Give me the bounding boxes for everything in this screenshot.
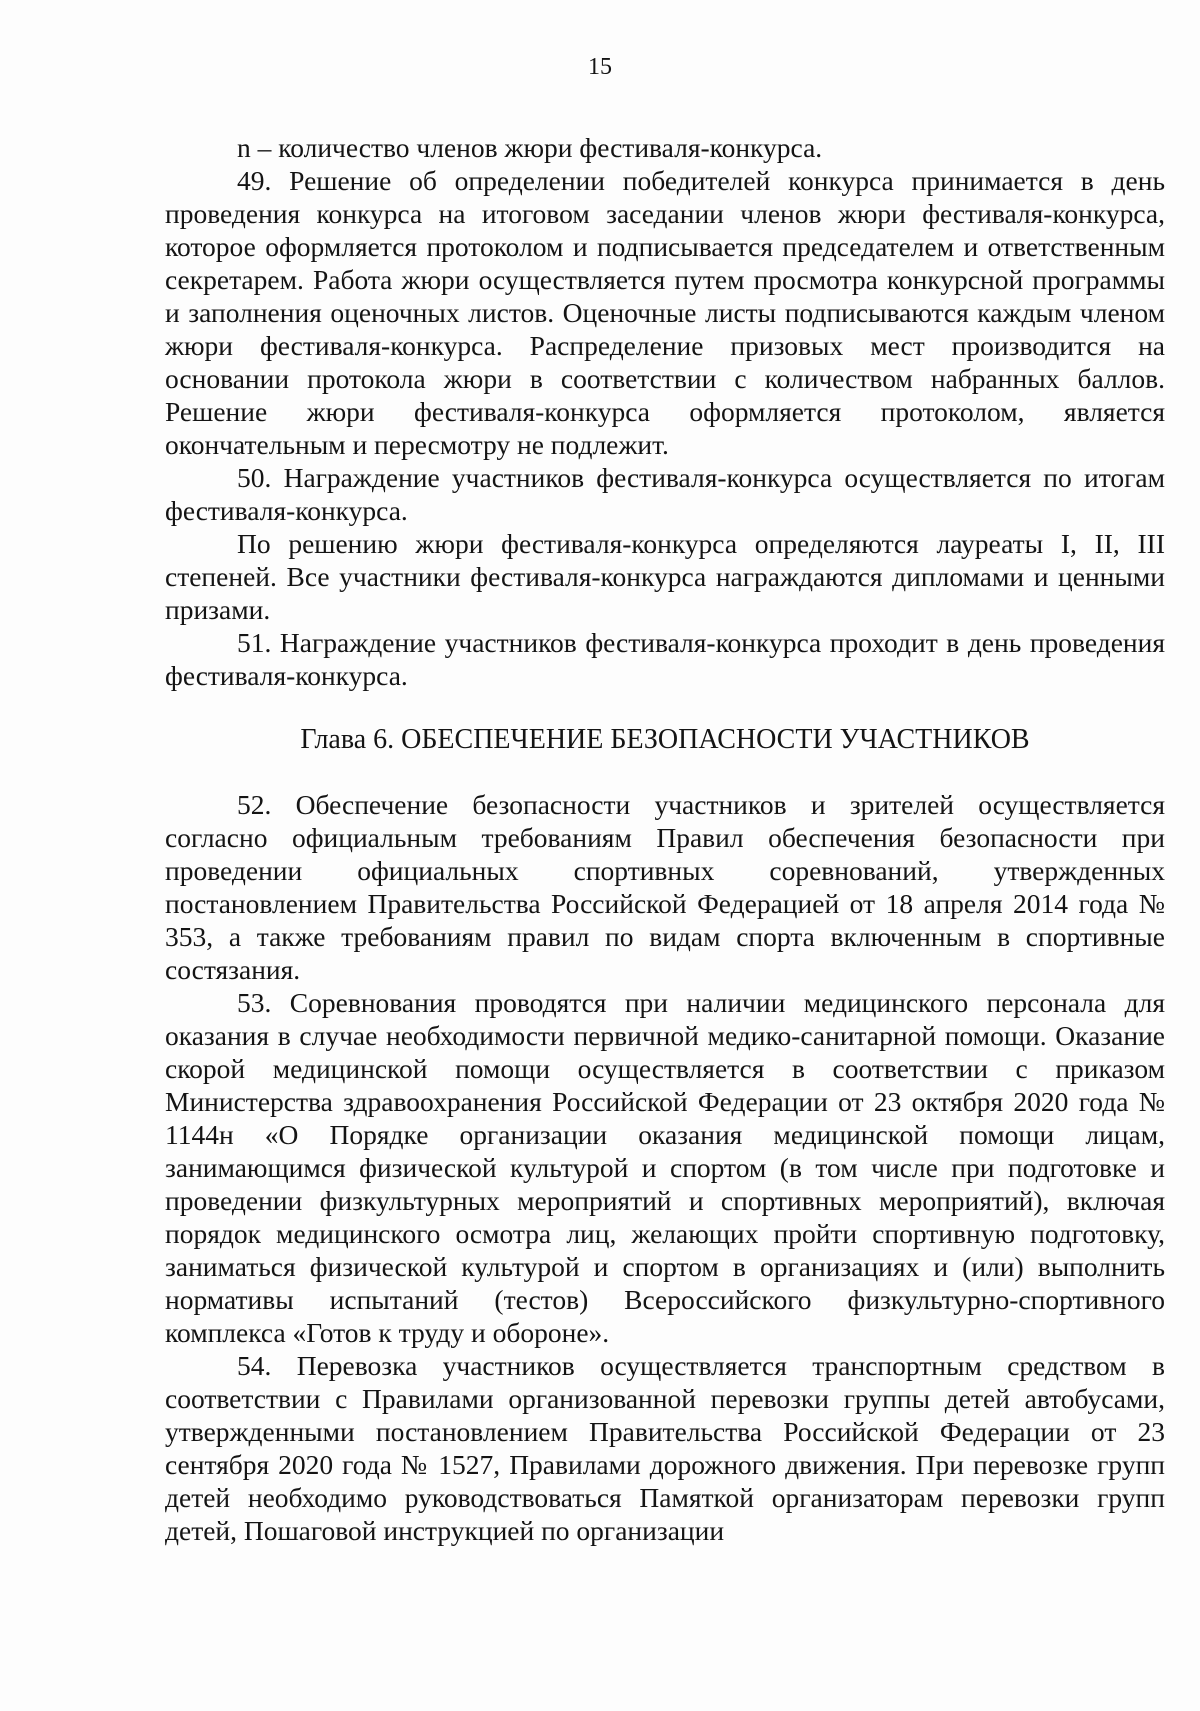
paragraph-49: 49. Решение об определении победителей конкурса принимается в день проведения конкурса на итоговом заседании членов жюри фестиваля-конкурса, которое оформляется протоколом и подписывается председателем и ответственным секретарем. Работа жюри осуществляется путем просмотра конкурсной программы и заполнения оценочных листов. Оценочные листы подписываются каждым членом жюри фестиваля-конкурса. Распределение призовых мест производится на основании протокола жюри в соответствии с количеством набранных баллов. Решение жюри фестиваля-конкурса оформляется протоколом, является окончательным и пересмотру не подлежит.	[165, 165, 1165, 460]
paragraph-51: 51. Награждение участников фестиваля-конкурса проходит в день проведения фестиваля-конкурса.	[165, 627, 1165, 691]
page-number: 15	[588, 54, 612, 80]
paragraph-50: 50. Награждение участников фестиваля-конкурса осуществляется по итогам фестиваля-конкурса.	[165, 462, 1165, 526]
chapter-heading-6: Глава 6. ОБЕСПЕЧЕНИЕ БЕЗОПАСНОСТИ УЧАСТНИКОВ	[300, 724, 1030, 755]
paragraph-50-laureates: По решению жюри фестиваля-конкурса определяются лауреаты I, II, III степеней. Все участники фестиваля-конкурса награждаются дипломами и ценными призами.	[165, 528, 1165, 625]
paragraph-53: 53. Соревнования проводятся при наличии медицинского персонала для оказания в случае необходимости первичной медико-санитарной помощи. Оказание скорой медицинской помощи осуществляется в соответствии с приказом Министерства здравоохранения Российской Федерации от 23 октября 2020 года № 1144н «О Порядке организации оказания медицинской помощи лицам, занимающимся физической культурой и спортом (в том числе при подготовке и проведении физкультурных мероприятий и спортивных мероприятий), включая порядок медицинского осмотра лиц, желающих пройти спортивную подготовку, заниматься физической культурой и спортом в организациях и (или) выполнить нормативы испытаний (тестов) Всероссийского физкультурно-спортивного комплекса «Готов к труду и обороне».	[165, 987, 1165, 1348]
paragraph-54: 54. Перевозка участников осуществляется транспортным средством в соответствии с Правилами организованной перевозки группы детей автобусами, утвержденными постановлением Правительства Российской Федерации от 23 сентября 2020 года № 1527, Правилами дорожного движения. При перевозке групп детей необходимо руководствоваться Памяткой организаторам перевозки групп детей, Пошаговой инструкцией по организации	[165, 1350, 1165, 1546]
document-body	[165, 131, 1165, 1547]
paragraph-n-definition: n – количество членов жюри фестиваля-конкурса.	[237, 132, 823, 163]
paragraph-52: 52. Обеспечение безопасности участников и зрителей осуществляется согласно официальным требованиям Правил обеспечения безопасности при проведении официальных спортивных соревнований, утвержденных постановлением Правительства Российской Федерацией от 18 апреля 2014 года № 353, а также требованиям правил по видам спорта включенным в спортивные состязания.	[165, 789, 1165, 985]
